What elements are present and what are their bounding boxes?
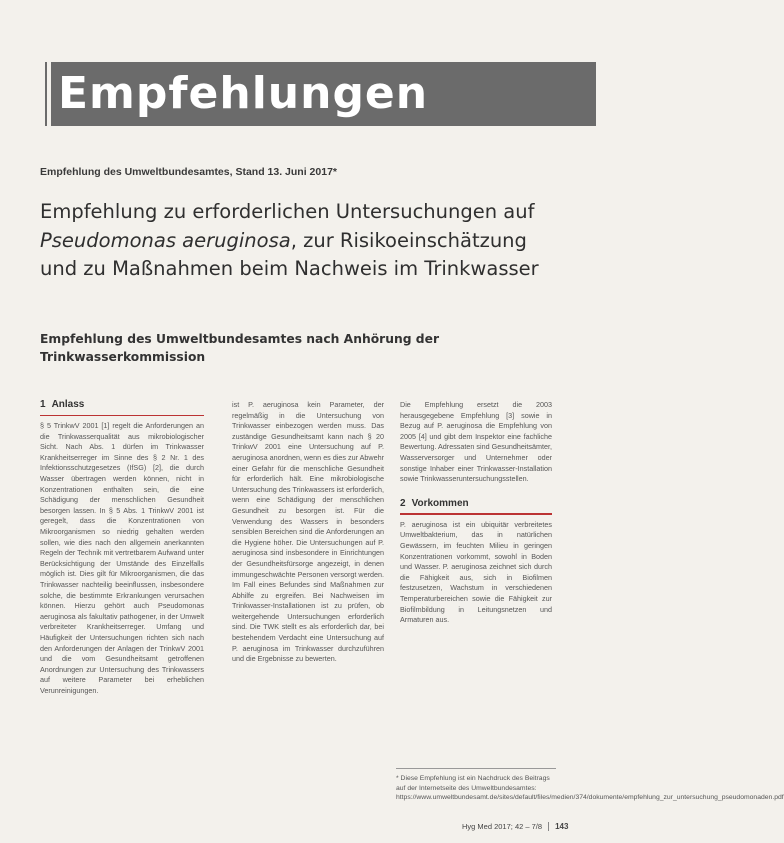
body-paragraph: § 5 TrinkwV 2001 [1] regelt die Anforderungen an die Trinkwasserqualität aus mikrobiologischer Sicht. Nach Abs. 1 dürfen im Trinkwasser Krankheitserreger im Sinne des § 2 Nr. 1 des Infektionsschutzgesetzes (IfSG) [2], die durch Wasser übertragen werden können, nicht in Konzentrationen enthalten sein, die eine Schädigung der menschlichen Gesundheit besorgen lassen. In § 5 Abs. 1 TrinkwV 2001 ist geregelt, dass die Konzentrationen von Mikroorganismen so niedrig gehalten werden sollen, wie dies nach den allgemein anerkannten Regeln der Technik mit vertretbarem Aufwand unter Berücksichtigung der Umstände des Einzelfalls möglich ist. Dies gilt für Mikroorganismen, die das Trinkwasser nachteilig beeinflussen, insbesondere solche, die bestimmte Erkrankungen verursachen können. Hierzu gehört auch Pseudomonas aeruginosa als fakultativ pathogener, in der Umwelt verbreiteter Krankheitserreger. Umfang und Häufigkeit der Untersuchungen richten sich nach den Anforderungen der Anlagen der TrinkwV 2001 und die vom Gesundheitsamt getroffenen Anordnungen zur Untersuchung des Trinkwassers auf weitere Parameter bei erheblichen Verunreinigungen. [40, 421, 204, 695]
body-paragraph: P. aeruginosa ist ein ubiquitär verbreitetes Umweltbakterium, das in natürlichen Gewässern, im feuchten Milieu in geringen Konzentrationen vorkommt, sowohl in Boden und Wasser. P. aeruginosa zeichnet sich durch die Fähigkeit aus, sich in Biofilmen festzusetzen, Wachstum in verschiedenen Temperaturbereichen sowie die Fähigkeit zur Biofilmbildung in Leitungsnetzen und Armaturen aus. [400, 519, 552, 625]
section-heading-anlass [40, 400, 204, 411]
banner-accent-bar-thin [47, 62, 51, 126]
text-column-1 [40, 400, 204, 697]
article-title [40, 198, 560, 284]
journal-citation: Hyg Med 2017; 42 – 7/8 [462, 822, 543, 831]
title-italic-species: Pseudomonas aeruginosa [40, 228, 291, 252]
banner-accent-bar [36, 62, 45, 126]
section-heading-vorkommen [400, 499, 552, 510]
article-subtitle: Empfehlung des Umweltbundesamtes nach Anhörung der Trinkwasserkommission [40, 332, 440, 364]
header-banner [36, 62, 596, 126]
section-title: Anlass [51, 399, 85, 410]
recommendation-subhead: Empfehlung des Umweltbundesamtes, Stand 13. Juni 2017* [40, 166, 337, 178]
body-paragraph: ist P. aeruginosa kein Parameter, der regelmäßig in die Untersuchung von Trinkwasser einbezogen werden muss. Das zuständige Gesundheitsamt kann nach § 20 TrinkwV 2001 eine Untersuchung auf P. aeruginosa anordnen, wenn es dies zur Abwehr einer Gefahr für die menschliche Gesundheit für erforderlich hält. Eine mikrobiologische Untersuchung des Trinkwassers ist erforderlich, wenn eine Schädigung der menschlichen Gesundheit zu besorgen ist. Für die Verwendung des Wassers in besonders sensiblen Bereichen sind die Anforderungen an die Hygiene höher. Die Untersuchungen auf P. aeruginosa sind insbesondere in Einrichtungen der Gesundheitsfürsorge angezeigt, in denen immungeschwächte Personen versorgt werden. Im Fall eines Befundes sind Maßnahmen zur Abhilfe zu ergreifen. Bei Nachweisen im Trinkwasser-Installationen ist zu prüfen, ob weitergehende Untersuchungen erforderlich sind. Die TWK stellt es als erforderlich dar, bei bestehendem Verdacht eine Untersuchung auf P. aeruginosa im Trinkwasser durchzuführen und die Ergebnisse zu bewerten. [232, 400, 384, 664]
section-number: 1 [40, 399, 46, 410]
section-number: 2 [400, 497, 406, 509]
section-rule [40, 415, 204, 417]
title-part-1: Empfehlung zu erforderlichen Untersuchungen auf [40, 200, 535, 223]
banner-title: Empfehlungen [58, 68, 429, 119]
section-title: Vorkommen [411, 497, 469, 509]
page-footer [462, 822, 568, 831]
body-paragraph: Die Empfehlung ersetzt die 2003 herausgegebene Empfehlung [3] sowie in Bezug auf P. aeruginosa die Empfehlung von 2005 [4] und gibt dem Inspektor eine fachliche Bewertung. Adressaten sind Gesundheitsämter, Wasserversorger und Unternehmer oder sonstige Inhaber einer Trinkwasser-Installation sowie Trinkwasseruntersuchungsstellen. [400, 400, 552, 484]
page-number: 143 [548, 822, 568, 831]
text-column-3 [400, 400, 552, 626]
title-part-2: , zur Risikoeinschätzung und zu Maßnahmen beim Nachweis im Trinkwasser [40, 228, 539, 280]
footnote: * Diese Empfehlung ist ein Nachdruck des Beitrags auf der Internetseite des Umweltbundesamtes: https://www.umweltbundesamt.de/sites/default/files/medien/374/dokumente/empfehlung_zur_untersuchung_pseudomonaden.pdf [396, 768, 556, 803]
section-rule [400, 513, 552, 515]
text-column-2 [232, 400, 384, 665]
